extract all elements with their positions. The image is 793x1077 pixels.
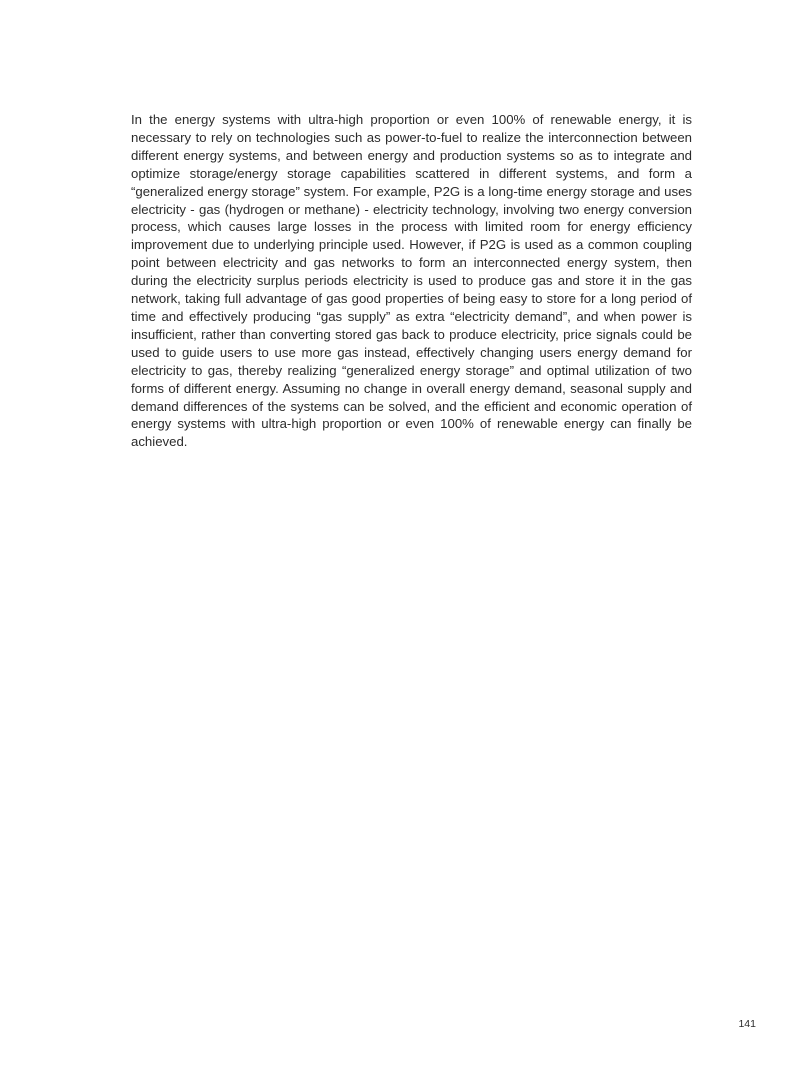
page-number: 141	[738, 1018, 756, 1030]
body-paragraph: In the energy systems with ultra-high proportion or even 100% of renewable energy, it is necessary to rely on technologies such as power-to-fuel to realize the interconnection between different energy systems, and between energy and production systems so as to integrate and optimize storage/energy storage capabilities scattered in different systems, and form a “generalized energy storage” system. For example, P2G is a long-time energy storage and uses electricity - gas (hydrogen or methane) - electricity technology, involving two energy conversion process, which causes large losses in the process with limited room for energy efficiency improvement due to underlying principle used. However, if P2G is used as a common coupling point between electricity and gas networks to form an interconnected energy system, then during the electricity surplus periods electricity is used to produce gas and store it in the gas network, taking full advantage of gas good properties of being easy to store for a long period of time and effectively producing “gas supply” as extra “electricity demand”, and when power is insufficient, rather than converting stored gas back to produce electricity, price signals could be used to guide users to use more gas instead, effectively changing users energy demand for electricity to gas, thereby realizing “generalized energy storage” and optimal utilization of two forms of different energy. Assuming no change in overall energy demand, seasonal supply and demand differences of the systems can be solved, and the efficient and economic operation of energy systems with ultra-high proportion or even 100% of renewable energy can finally be achieved.	[131, 112, 692, 450]
